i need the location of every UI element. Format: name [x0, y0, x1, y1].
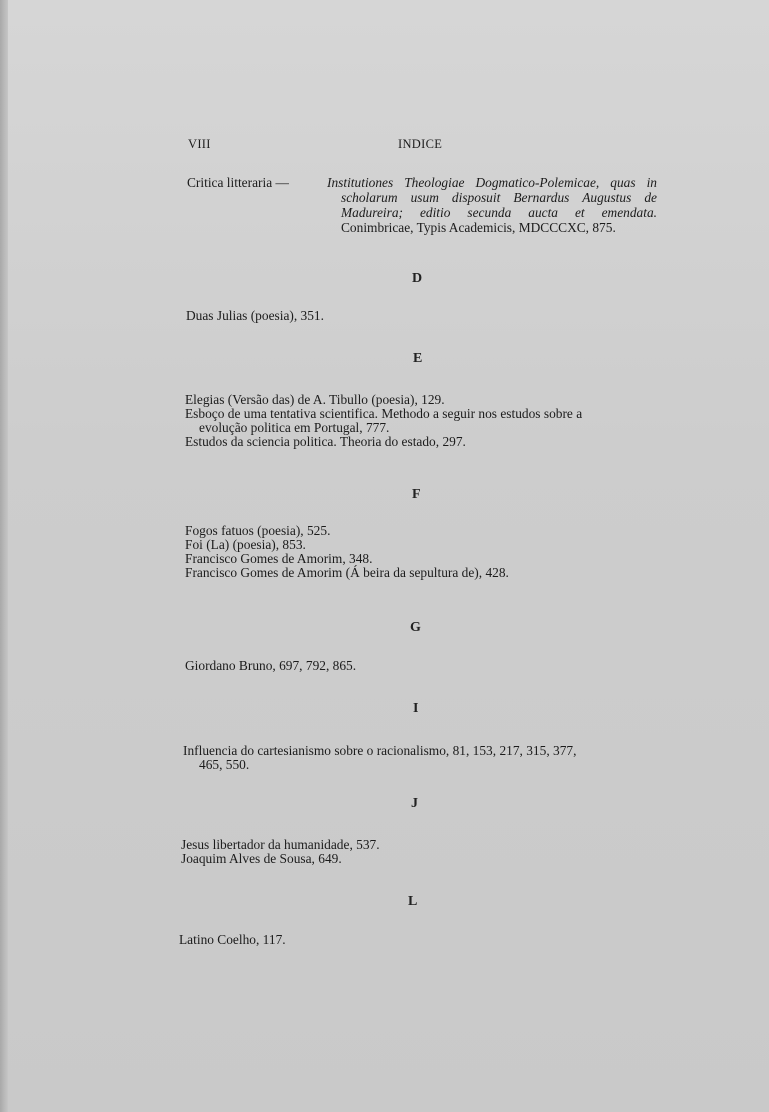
index-entry-continuation: 465, 550. — [199, 757, 250, 772]
index-entry: Duas Julias (poesia), 351. — [186, 308, 324, 323]
index-entry: Elegias (Versão das) de A. Tibullo (poesia), 129. — [185, 392, 445, 407]
index-entry: Giordano Bruno, 697, 792, 865. — [185, 658, 357, 673]
page-title: INDICE — [398, 137, 443, 151]
index-entry-continuation: evolução politica em Portugal, 777. — [199, 420, 390, 435]
index-entry: Joaquim Alves de Sousa, 649. — [181, 851, 342, 866]
section-letter-l: L — [408, 894, 419, 909]
index-entry: Esboço de uma tentativa scientifica. Methodo a seguir nos estudos sobre a — [185, 406, 583, 421]
section-letter-f: F — [412, 487, 422, 502]
entry-italic-title: Institutiones Theologiae Dogmatico-Polemicae, quas in scholarum usum disposuit Bernardus Augustus de Madureira; editio secunda aucta et emendata. — [327, 175, 657, 220]
index-entry: Fogos fatuos (poesia), 525. — [185, 523, 331, 538]
entry-imprint: Conimbricae, Typis Academicis, MDCCCXC, 875. — [341, 220, 616, 235]
section-letter-j: J — [411, 796, 419, 811]
index-entry: Jesus libertador da humanidade, 537. — [181, 837, 380, 852]
index-entry: Latino Coelho, 117. — [179, 932, 286, 947]
index-entry: Influencia do cartesianismo sobre o racionalismo, 81, 153, 217, 315, 377, — [183, 743, 577, 758]
index-entry: Foi (La) (poesia), 853. — [185, 537, 306, 552]
index-entry: Francisco Gomes de Amorim (Á beira da sepultura de), 428. — [185, 565, 509, 580]
section-letter-d: D — [412, 271, 424, 286]
section-letter-e: E — [413, 351, 424, 366]
section-letter-g: G — [410, 620, 422, 635]
page-edge — [0, 0, 8, 1112]
section-letter-i: I — [413, 701, 420, 716]
entry-body — [327, 175, 657, 235]
index-entry: Estudos da sciencia politica. Theoria do estado, 297. — [185, 434, 466, 449]
index-entry: Francisco Gomes de Amorim, 348. — [185, 551, 373, 566]
page-number: VIII — [188, 137, 211, 151]
entry-lead: Critica litteraria — — [187, 175, 289, 190]
